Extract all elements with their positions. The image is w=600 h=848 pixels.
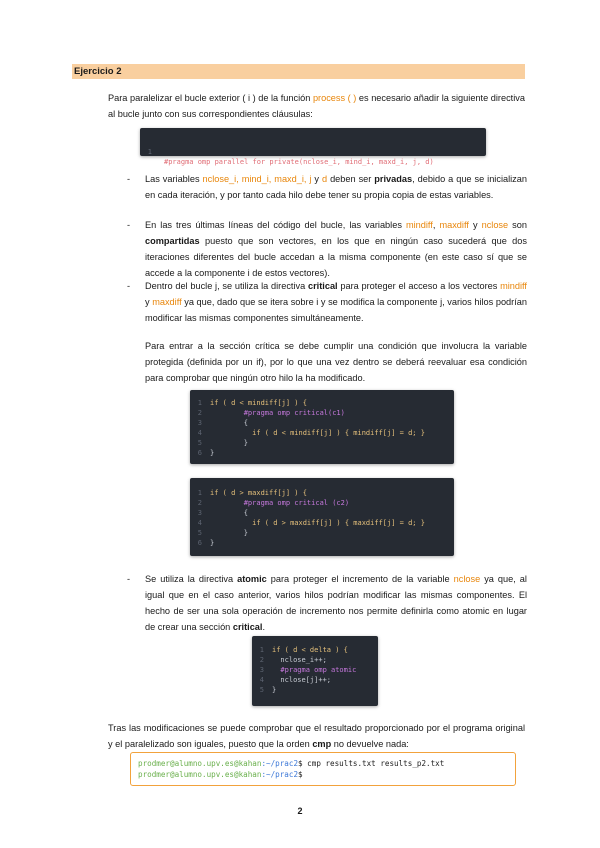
bullet-text: y [311, 174, 322, 184]
code-text: } [210, 449, 215, 457]
bullet-text: y [145, 297, 153, 307]
code-text: #pragma omp critical (c2) [210, 499, 350, 507]
variable-name: nclose [453, 574, 481, 584]
bullet-text: y [468, 220, 482, 230]
code-line [190, 498, 454, 508]
terminal-line [138, 758, 515, 769]
code-line [190, 438, 454, 448]
code-block-pragma [140, 128, 486, 166]
bullet-text: ya que, dado que se itera sobre i y se modifica la componente j, varios hilos podrían modificar las mismas componentes simultáneamente. [145, 297, 527, 323]
bullet-marker: - [127, 174, 131, 184]
bullet-private-vars [145, 171, 527, 203]
line-number: 3 [197, 419, 202, 427]
bullet-text: Las variables [145, 174, 203, 184]
bold-command: cmp [312, 739, 332, 749]
variable-name: mindiff [405, 220, 433, 230]
conclusion-text: Tras las modificaciones se puede comprobar que el resultado proporcionado por el programa original y el paralelizado son iguales, puesto que la orden [108, 723, 525, 749]
code-line [190, 508, 454, 518]
code-text: #pragma omp atomic [272, 666, 357, 674]
code-text: } [210, 539, 215, 547]
code-block-critical-min [190, 390, 454, 464]
code-text: #pragma omp parallel for private(nclose_i, mind_i, maxd_i, j, d) [164, 158, 434, 166]
bullet-critical [145, 278, 527, 326]
code-block-critical-max [190, 478, 454, 556]
code-text: } [210, 529, 248, 537]
code-line [190, 488, 454, 498]
bold-term: compartidas [145, 236, 200, 246]
code-line [190, 408, 454, 418]
bold-term: critical [232, 622, 263, 632]
function-name: process ( ) [312, 93, 357, 103]
code-text: if ( d < delta ) { [272, 646, 348, 654]
code-line [252, 675, 378, 685]
line-number: 6 [197, 449, 202, 457]
line-number: 5 [197, 439, 202, 447]
bullet-text: Se utiliza la directiva [145, 574, 238, 584]
intro-text-1: Para paralelizar el bucle exterior ( i ) de la función [108, 93, 313, 103]
code-line [190, 528, 454, 538]
code-text: if ( d < mindiff[j] ) { [210, 399, 307, 407]
code-text: #pragma omp critical(c1) [210, 409, 345, 417]
code-line [252, 665, 378, 675]
code-line [252, 685, 378, 695]
bullet-text: puesto que son vectores, en los que en ningún caso sucederá que dos iteraciones diferentes del bucle accedan a la misma componente (en este caso sí que se accede a la componente i de estos vectores). [145, 236, 527, 278]
code-line [252, 655, 378, 665]
intro-paragraph [108, 90, 525, 122]
code-text: { [210, 509, 248, 517]
terminal-output [130, 752, 516, 786]
bold-term: critical [307, 281, 338, 291]
bullet-text: En las tres últimas líneas del código del bucle, las variables [145, 220, 406, 230]
line-number: 2 [259, 656, 264, 664]
line-number: 4 [259, 676, 264, 684]
bold-term: privadas [374, 174, 413, 184]
code-text: } [210, 439, 248, 447]
line-number: 1 [197, 399, 202, 407]
line-number: 2 [197, 499, 202, 507]
variable-name: maxdiff [152, 297, 182, 307]
variable-name: d [321, 174, 328, 184]
bullet-text: para proteger el incremento de la variable [266, 574, 454, 584]
code-line [252, 645, 378, 655]
bullet-atomic [145, 571, 527, 635]
bullet-text: . [262, 622, 266, 632]
bullet-text: son [508, 220, 527, 230]
line-number: 4 [197, 519, 202, 527]
code-text: if ( d > maxdiff[j] ) { maxdiff[j] = d; } [210, 519, 425, 527]
code-text: { [210, 419, 248, 427]
bullet-marker: - [127, 220, 131, 230]
code-line [140, 137, 486, 166]
bullet-text: Dentro del bucle j, se utiliza la directiva [145, 281, 308, 291]
terminal-path: :~/prac2 [261, 759, 299, 768]
line-number: 1 [259, 646, 264, 654]
section-heading: Ejercicio 2 [72, 64, 525, 79]
code-line [190, 418, 454, 428]
page-number: 2 [297, 806, 303, 816]
code-line [190, 518, 454, 528]
line-number: 5 [259, 686, 264, 694]
variable-name: maxdiff [439, 220, 469, 230]
terminal-user: prodmer@alumno.upv.es@kahan [138, 759, 262, 768]
line-number: 1 [147, 148, 152, 156]
conclusion-text: no devuelve nada: [331, 739, 409, 749]
code-line [190, 398, 454, 408]
terminal-command: $ cmp results.txt results_p2.txt [298, 759, 445, 768]
intro-text-2: es necesario añadir la siguiente directiva al bucle junto con sus correspondientes cláusulas: [108, 93, 525, 119]
code-block-atomic [252, 636, 378, 706]
conclusion-paragraph [108, 720, 525, 752]
bullet-text: , [432, 220, 440, 230]
variable-name: nclose [481, 220, 509, 230]
terminal-line [138, 769, 515, 780]
terminal-user: prodmer@alumno.upv.es@kahan [138, 770, 262, 779]
code-text: if ( d < mindiff[j] ) { mindiff[j] = d; } [210, 429, 425, 437]
bold-term: atomic [237, 574, 267, 584]
code-text: } [272, 686, 277, 694]
bullet-text: , debido a que se inicializan en cada iteración, y por tanto cada hilo debe tener su propia copia de estas variables. [145, 174, 527, 200]
line-number: 3 [259, 666, 264, 674]
bullet-text: deben ser [327, 174, 375, 184]
bullet-critical-paragraph-2: Para entrar a la sección crítica se debe cumplir una condición que involucra la variable protegida (definida por un if), por lo que una vez dentro se deberá reevaluar esa condición para comprobar que ningún otro hilo la ha modificado. [145, 341, 527, 383]
variable-name: mindiff [500, 281, 527, 291]
line-number: 4 [197, 429, 202, 437]
line-number: 5 [197, 529, 202, 537]
line-number: 2 [197, 409, 202, 417]
bullet-shared-vars [145, 217, 527, 281]
bullet-marker: - [127, 574, 131, 584]
code-line [190, 538, 454, 548]
terminal-command: $ [298, 770, 303, 779]
line-number: 6 [197, 539, 202, 547]
bullet-marker: - [127, 281, 131, 291]
bullet-text: para proteger el acceso a los vectores [337, 281, 501, 291]
line-number: 1 [197, 489, 202, 497]
code-text: if ( d > maxdiff[j] ) { [210, 489, 307, 497]
code-line [190, 428, 454, 438]
variable-names: nclose_i, mind_i, maxd_i, j [202, 174, 312, 184]
code-line [190, 448, 454, 458]
bullet-text: ya que, al igual que en el caso anterior, varios hilos podrían modificar las mismas componentes. El hecho de ser una sola operación de incremento nos permite definirla como atomic en lugar de crear una sección [145, 574, 527, 632]
line-number: 3 [197, 509, 202, 517]
code-text: nclose_i++; [272, 656, 327, 664]
code-text: nclose[j]++; [272, 676, 332, 684]
terminal-path: :~/prac2 [261, 770, 299, 779]
